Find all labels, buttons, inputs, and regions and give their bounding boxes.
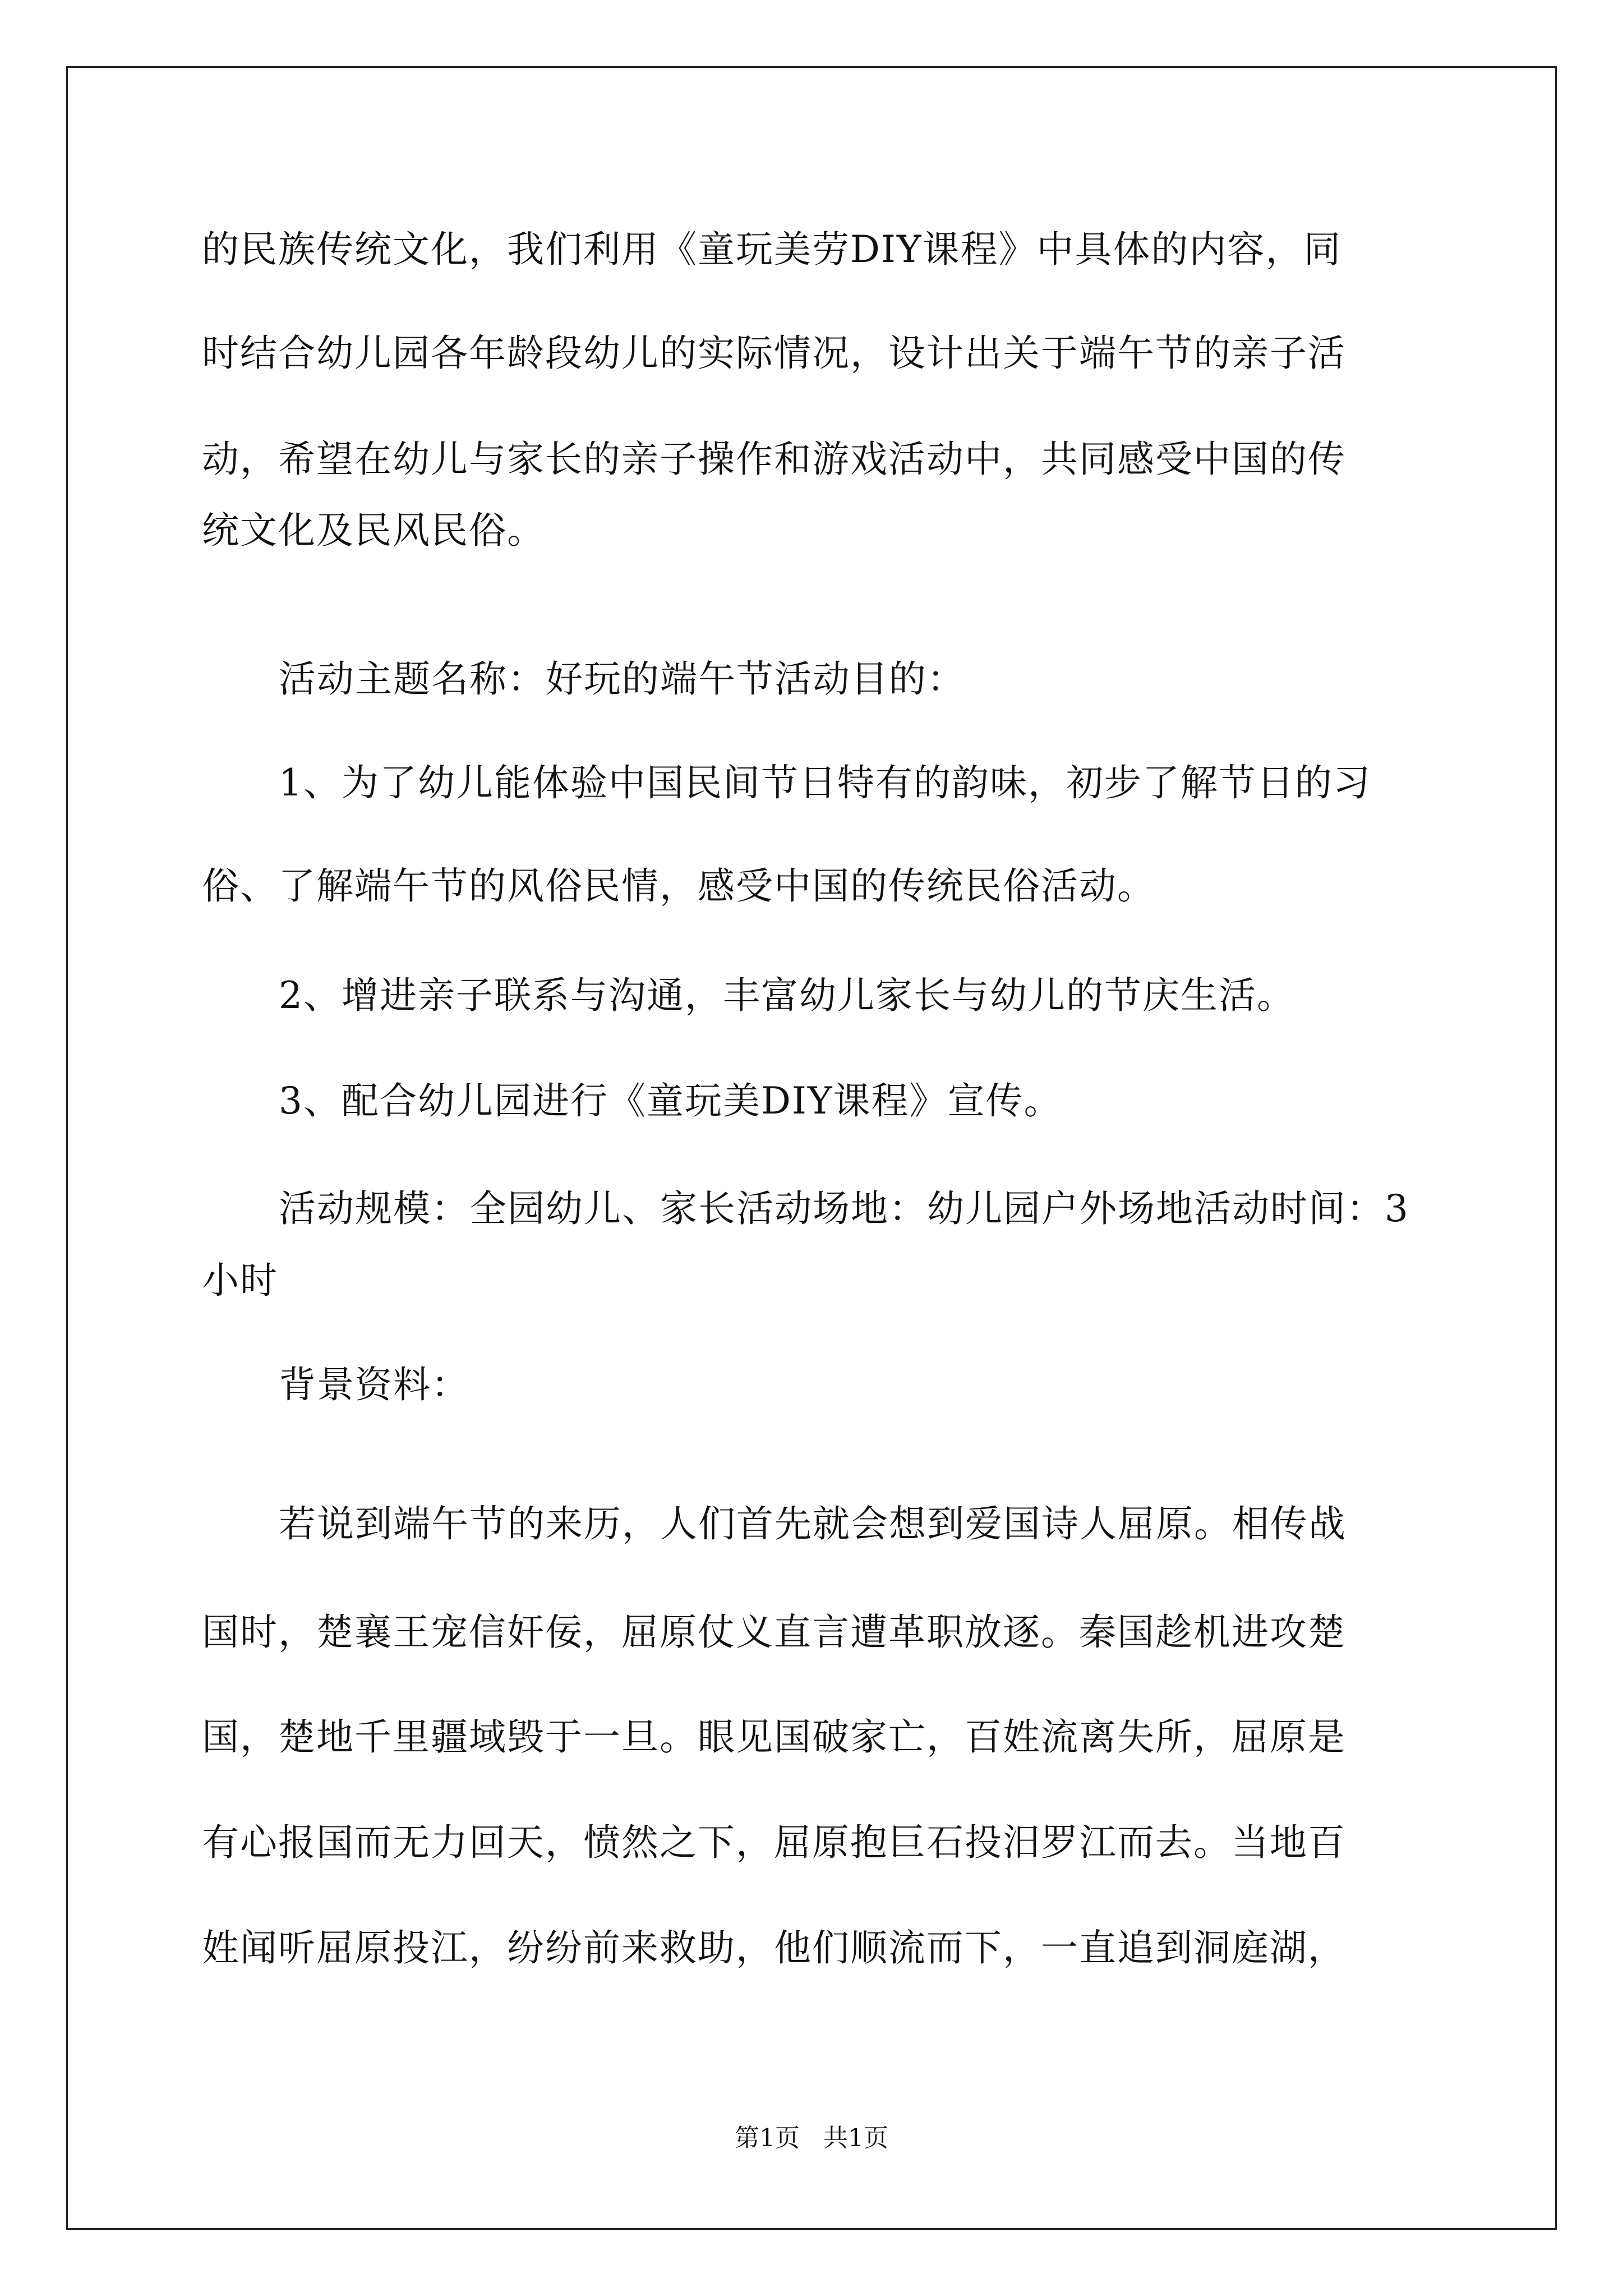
paragraph-line: 国时，楚襄王宠信奸佞，屈原仗义直言遭革职放逐。秦国趁机进攻楚 (202, 1611, 1346, 1654)
paragraph-line: 姓闻听屈原投江，纷纷前来救助，他们顺流而下，一直追到洞庭湖， (202, 1926, 1346, 1970)
paragraph-line: 若说到端午节的来历，人们首先就会想到爱国诗人屈原。相传战 (279, 1502, 1347, 1545)
page-footer: 第1页 共1页 (735, 2124, 888, 2152)
paragraph-line: 活动规模：全园幼儿、家长活动场地：幼儿园户外场地活动时间：3 (279, 1187, 1409, 1230)
paragraph-line: 动，希望在幼儿与家长的亲子操作和游戏活动中，共同感受中国的传 (202, 438, 1346, 481)
paragraph-line: 统文化及民风民俗。 (202, 509, 545, 552)
paragraph-line: 小时 (202, 1259, 278, 1302)
paragraph-line: 2、增进亲子联系与沟通，丰富幼儿家长与幼儿的节庆生活。 (279, 974, 1295, 1017)
paragraph-line: 国，楚地千里疆域毁于一旦。眼见国破家亡，百姓流离失所，屈原是 (202, 1715, 1346, 1759)
paragraph-line: 时结合幼儿园各年龄段幼儿的实际情况，设计出关于端午节的亲子活 (202, 332, 1346, 375)
paragraph-line: 3、配合幼儿园进行《童玩美DIY课程》宣传。 (279, 1079, 1062, 1122)
paragraph-line: 有心报国而无力回天，愤然之下，屈原抱巨石投汨罗江而去。当地百 (202, 1821, 1346, 1864)
page-border (66, 66, 1557, 2230)
paragraph-line: 的民族传统文化，我们利用《童玩美劳DIY课程》中具体的内容，同 (202, 228, 1342, 271)
paragraph-line: 俗、了解端午节的风俗民情，感受中国的传统民俗活动。 (202, 864, 1155, 908)
paragraph-line: 活动主题名称：好玩的端午节活动目的： (279, 657, 965, 701)
paragraph-line: 背景资料： (279, 1363, 469, 1406)
paragraph-line: 1、为了幼儿能体验中国民间节日特有的韵味，初步了解节日的习 (279, 761, 1371, 804)
